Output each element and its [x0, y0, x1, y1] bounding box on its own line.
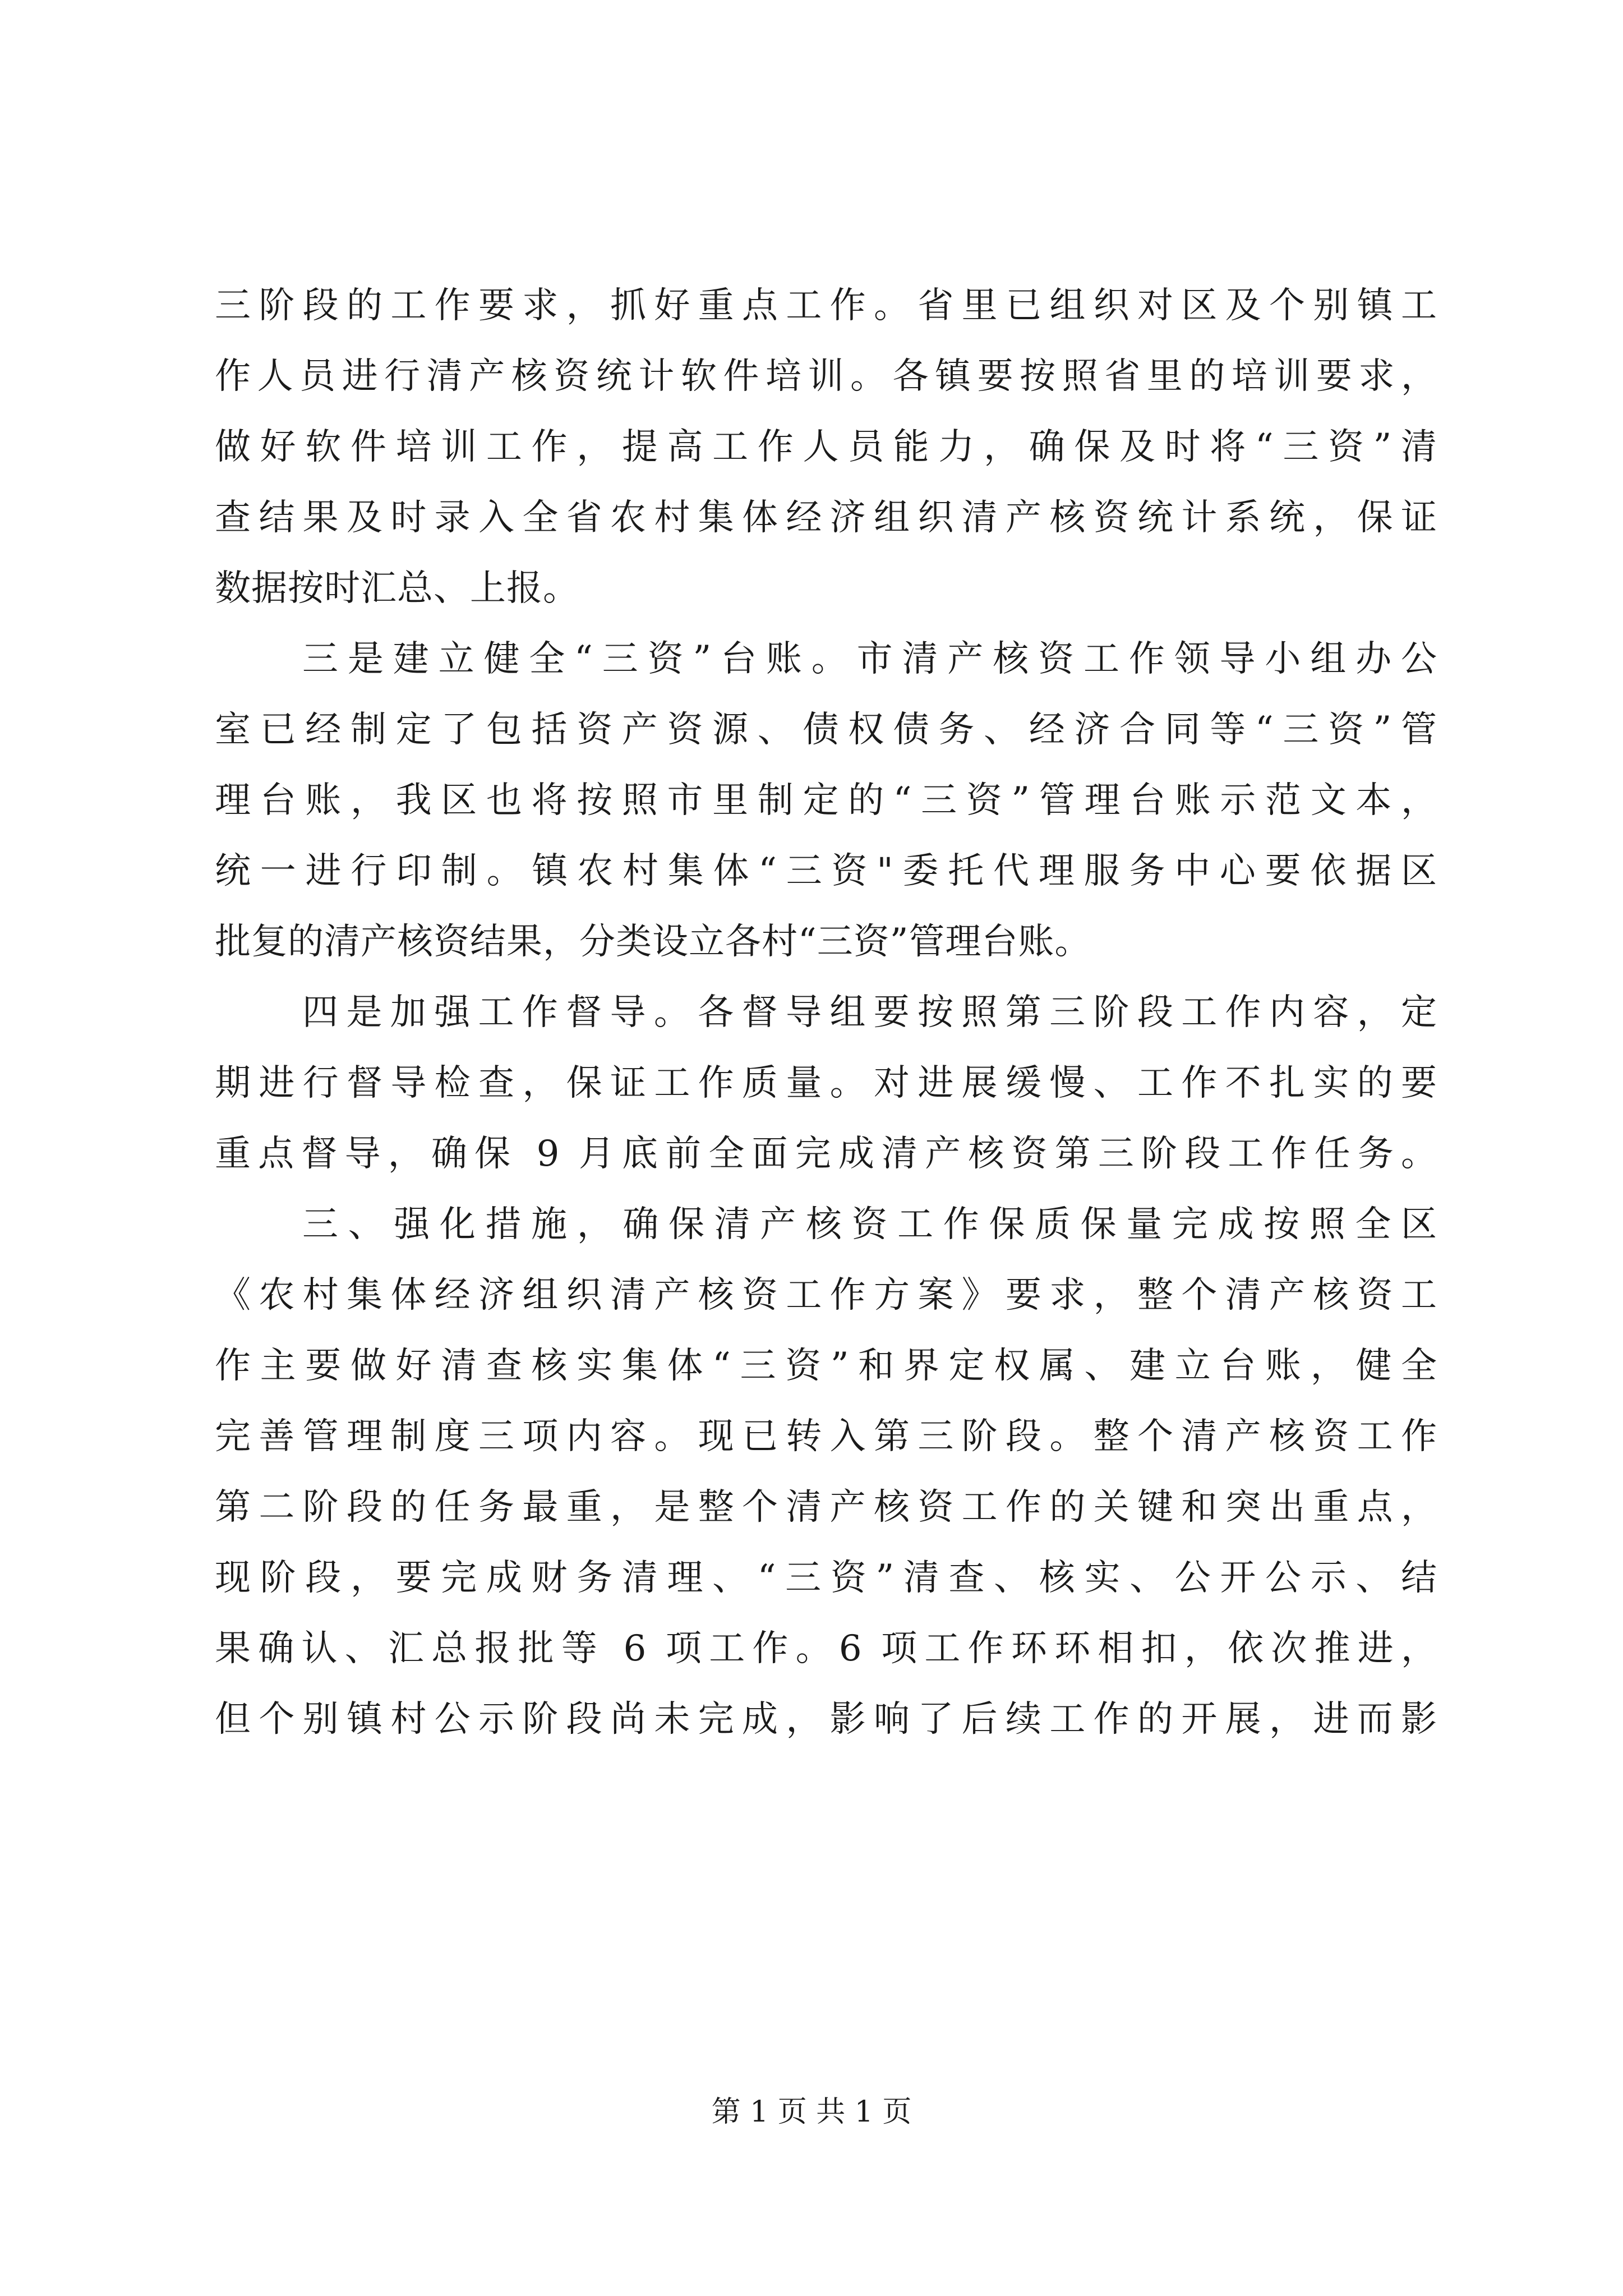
text-line: 期进行督导检查，保证工作质量。对进展缓慢、工作不扎实的要: [215, 1062, 1437, 1104]
text-line: 数据按时汇总、上报。: [215, 568, 579, 609]
text-line: 作人员进行清产核资统计软件培训。各镇要按照省里的培训要求，: [215, 356, 1437, 397]
text-line: 作主要做好清查核实集体“三资”和界定权属、建立台账，健全: [215, 1345, 1437, 1387]
page-number: 第 1 页 共 1 页: [711, 2095, 912, 2129]
text-line: 重点督导，确保 9 月底前全面完成清产核资第三阶段工作任务。: [215, 1133, 1437, 1175]
text-line: 批复的清产核资结果，分类设立各村“三资”管理台账。: [215, 921, 1091, 963]
text-line: 三阶段的工作要求，抓好重点工作。省里已组织对区及个别镇工: [215, 285, 1437, 326]
text-line: 室已经制定了包括资产资源、债权债务、经济合同等“三资”管: [215, 709, 1437, 751]
text-line: 第二阶段的任务最重，是整个清产核资工作的关键和突出重点，: [215, 1487, 1437, 1528]
text-line: 《农村集体经济组织清产核资工作方案》要求，整个清产核资工: [215, 1274, 1437, 1316]
text-line: 做好软件培训工作，提高工作人员能力，确保及时将“三资”清: [215, 426, 1437, 468]
text-line: 理台账，我区也将按照市里制定的“三资”管理台账示范文本，: [215, 780, 1437, 821]
text-line: 果确认、汇总报批等 6 项工作。6 项工作环环相扣，依次推进，: [215, 1628, 1437, 1669]
paragraph-start-line: 四是加强工作督导。各督导组要按照第三阶段工作内容，定: [302, 992, 1437, 1033]
paragraph-start-line: 三、强化措施，确保清产核资工作保质保量完成按照全区: [302, 1204, 1437, 1245]
text-line: 完善管理制度三项内容。现已转入第三阶段。整个清产核资工作: [215, 1416, 1437, 1457]
text-line: 但个别镇村公示阶段尚未完成，影响了后续工作的开展，进而影: [215, 1699, 1437, 1740]
text-line: 查结果及时录入全省农村集体经济组织清产核资统计系统，保证: [215, 497, 1437, 539]
body-text: [215, 270, 1437, 1755]
text-line: 统一进行印制。镇农村集体“三资"委托代理服务中心要依据区: [215, 850, 1437, 892]
text-line: 现阶段，要完成财务清理、“三资”清查、核实、公开公示、结: [215, 1557, 1437, 1599]
paragraph-start-line: 三是建立健全“三资”台账。市清产核资工作领导小组办公: [302, 638, 1437, 680]
